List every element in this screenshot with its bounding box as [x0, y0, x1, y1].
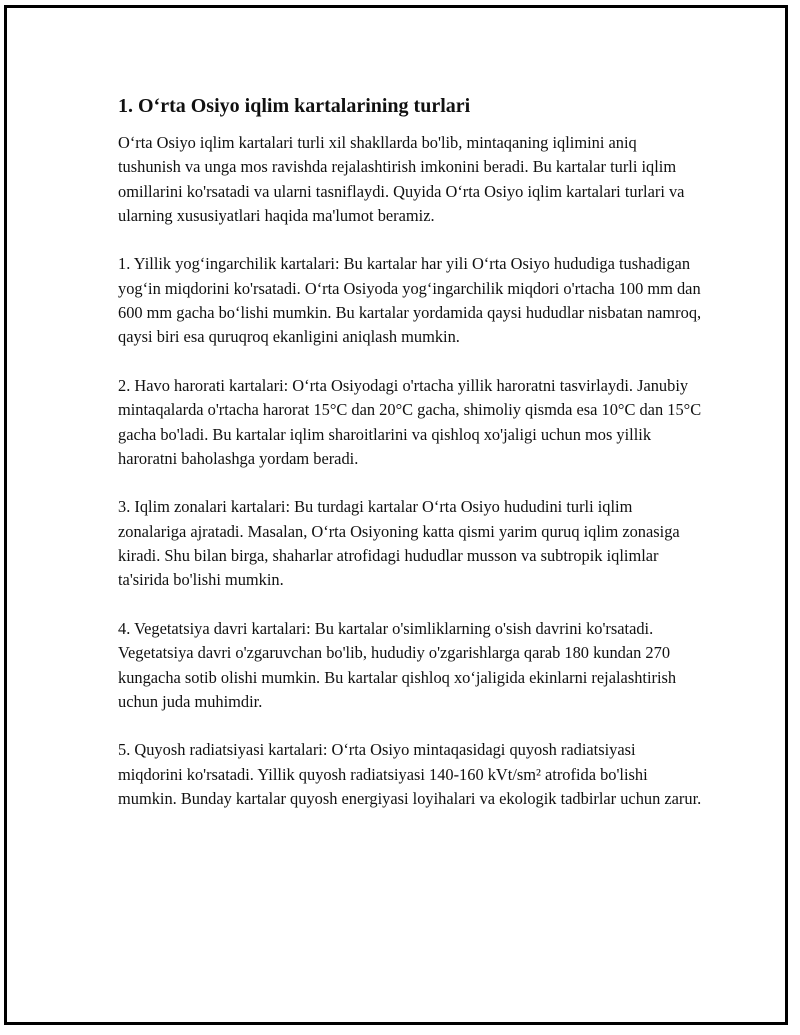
section-heading: 1. O‘rta Osiyo iqlim kartalarining turlari	[118, 95, 471, 117]
solar-radiation-paragraph: 5. Quyosh radiatsiyasi kartalari: O‘rta Osiyo mintaqasidagi quyosh radiatsiyasi miqdorini ko'rsatadi. Yillik quyosh radiatsiyasi 140-160 kVt/sm² atrofida bo'lishi mumkin. Bunday kartalar quyosh energiyasi loyihalari va ekologik tadbirlar uchun zarur.	[118, 740, 702, 809]
temperature-maps-paragraph: 2. Havo harorati kartalari: O‘rta Osiyodagi o'rtacha yillik haroratni tasvirlaydi. Janubiy mintaqalarda o'rtacha harorat 15°C dan 20°C gacha, shimoliy qismda esa 10°C dan 15°C gacha bo'ladi. Bu kartalar iqlim sharoitlarini va qishloq xo'jaligi uchun mos yillik haroratni baholashga yordam beradi.	[118, 375, 702, 468]
climate-zones-paragraph: 3. Iqlim zonalari kartalari: Bu turdagi kartalar O‘rta Osiyo hududini turli iqlim zonalariga ajratadi. Masalan, O‘rta Osiyoning katta qismi yarim quruq iqlim zonasiga kiradi. Shu bilan birga, shaharlar atrofidagi hududlar musson va subtropik iqlimlar ta'sirida bo'lishi mumkin.	[118, 497, 680, 590]
vegetation-period-paragraph: 4. Vegetatsiya davri kartalari: Bu kartalar o'simliklarning o'sish davrini ko'rsatadi. Vegetatsiya davri o'zgaruvchan bo'lib, hududiy o'zgarishlarga qarab 180 kundan 270 kungacha sotib olishi mumkin. Bu kartalar qishloq xo‘jaligida ekinlarni rejalashtirish uchun juda muhimdir.	[118, 618, 677, 711]
precipitation-maps-paragraph: 1. Yillik yog‘ingarchilik kartalari: Bu kartalar har yili O‘rta Osiyo hududiga tushadigan yog‘in miqdorini ko'rsatadi. O‘rta Osiyoda yog‘ingarchilik miqdori o'rtacha 100 mm dan 600 mm gacha bo‘lishi mumkin. Bu kartalar yordamida qaysi hududlar nisbatan namroq, qaysi biri esa quruqroq ekanligini aniqlash mumkin.	[118, 254, 702, 347]
document-body	[118, 94, 703, 811]
intro-paragraph: O‘rta Osiyo iqlim kartalari turli xil shakllarda bo'lib, mintaqaning iqlimini aniq tushunish va unga mos ravishda rejalashtirish imkonini beradi. Bu kartalar turli iqlim omillarini ko'rsatadi va ularni tasniflaydi. Quyida O‘rta Osiyo iqlim kartalari turlari va ularning xususiyatlari haqida ma'lumot beramiz.	[118, 133, 685, 225]
